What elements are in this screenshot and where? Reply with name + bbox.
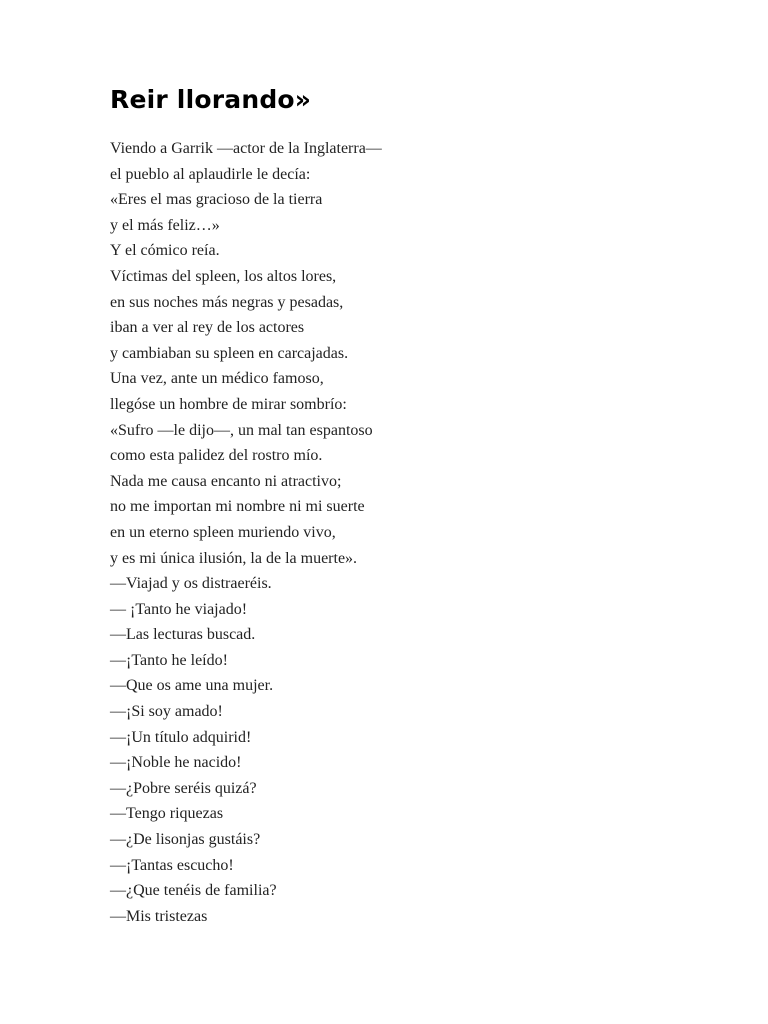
poem-line: llegóse un hombre de mirar sombrío: <box>110 395 347 413</box>
poem-line: —¿Pobre seréis quizá? <box>110 779 257 797</box>
poem-line: —¡Si soy amado! <box>110 703 223 721</box>
poem-line: —¡Tantas escucho! <box>110 856 234 874</box>
poem-line: como esta palidez del rostro mío. <box>110 447 323 465</box>
poem-line: Viendo a Garrik —actor de la Inglaterra— <box>110 140 382 157</box>
document-page <box>110 84 710 929</box>
poem-body <box>110 136 710 929</box>
poem-line: y cambiaban su spleen en carcajadas. <box>110 344 349 362</box>
poem-line: — ¡Tanto he viajado! <box>110 600 248 618</box>
poem-line: y es mi única ilusión, la de la muerte». <box>110 549 358 567</box>
poem-line: Víctimas del spleen, los altos lores, <box>110 267 337 285</box>
poem-line: —¿Que tenéis de familia? <box>110 882 277 900</box>
poem-line: y el más feliz…» <box>110 216 220 234</box>
poem-line: —¡Tanto he leído! <box>110 651 228 669</box>
poem-line: —¡Un título adquirid! <box>110 728 252 746</box>
poem-line: «Sufro —le dijo—, un mal tan espantoso <box>110 421 373 439</box>
poem-line: —¿De lisonjas gustáis? <box>110 831 261 849</box>
poem-line: —Que os ame una mujer. <box>110 677 274 695</box>
poem-title: Reir llorando» <box>110 85 312 114</box>
poem-line: Una vez, ante un médico famoso, <box>110 370 324 388</box>
poem-line: en sus noches más negras y pesadas, <box>110 293 344 311</box>
poem-line: el pueblo al aplaudirle le decía: <box>110 165 311 183</box>
poem-line: no me importan mi nombre ni mi suerte <box>110 498 365 516</box>
poem-line: iban a ver al rey de los actores <box>110 319 305 337</box>
poem-line: —Las lecturas buscad. <box>110 626 256 644</box>
poem-line: —Tengo riquezas <box>110 805 224 823</box>
poem-line: «Eres el mas gracioso de la tierra <box>110 191 323 209</box>
poem-line: —¡Noble he nacido! <box>110 754 242 772</box>
poem-line: Y el cómico reía. <box>110 242 220 260</box>
poem-line: —Mis tristezas <box>110 907 208 925</box>
poem-line: —Viajad y os distraeréis. <box>110 575 272 593</box>
poem-line: en un eterno spleen muriendo vivo, <box>110 523 336 541</box>
poem-line: Nada me causa encanto ni atractivo; <box>110 472 342 490</box>
